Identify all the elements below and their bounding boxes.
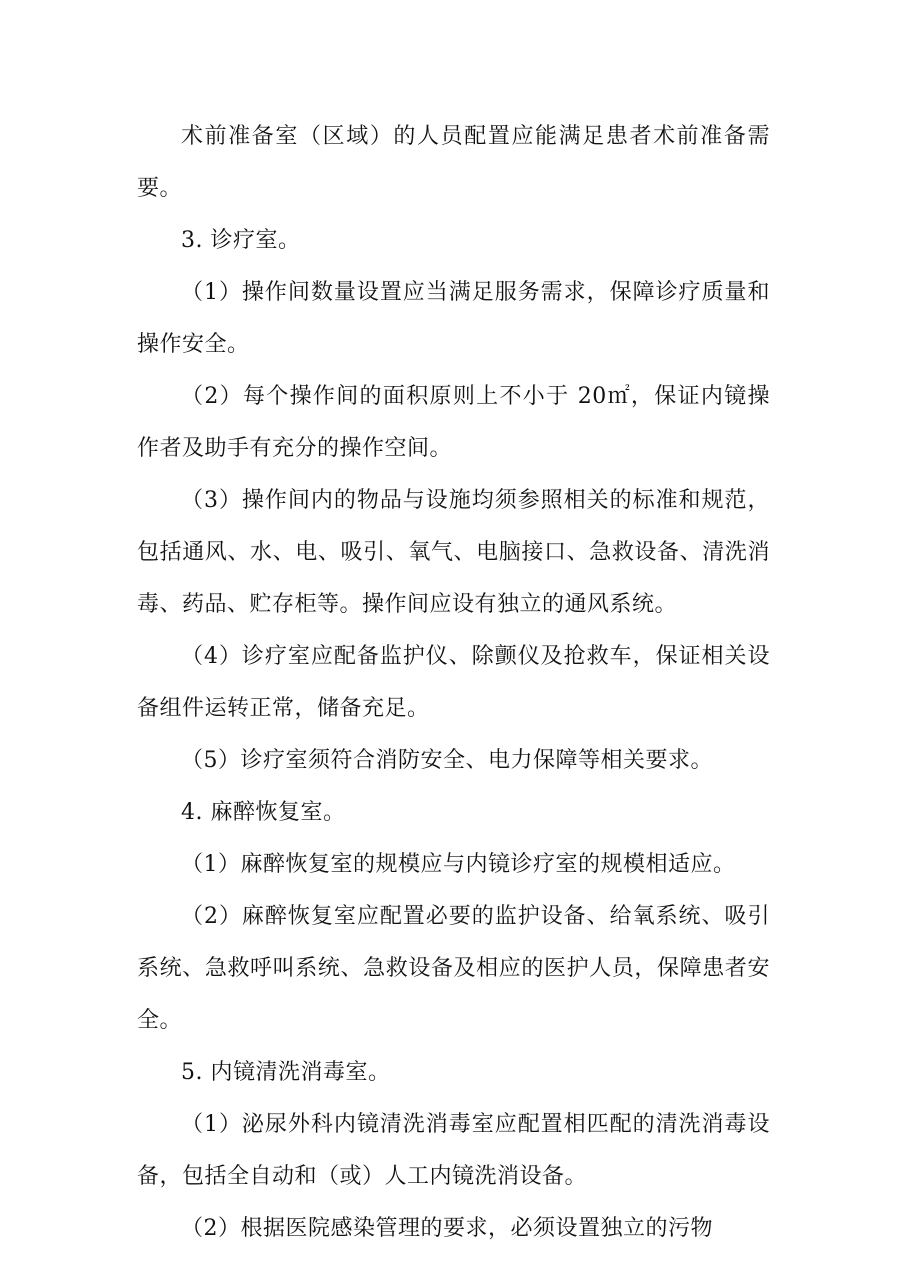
paragraph-treatment-room-facilities: （3）操作间内的物品与设施均须参照相关的标准和规范，包括通风、水、电、吸引、氧气、电脑接口、急救设备、清洗消毒、药品、贮存柜等。操作间应设有独立的通风系统。	[137, 488, 770, 617]
paragraph-treatment-room-area: （2）每个操作间的面积原则上不小于 20㎡，保证内镜操作者及助手有充分的操作空间。	[137, 384, 770, 461]
paragraph-treatment-room-safety: （5）诊疗室须符合消防安全、电力保障等相关要求。	[181, 748, 713, 773]
paragraph-recovery-room-scale: （1）麻醉恢复室的规模应与内镜诊疗室的规模相适应。	[181, 852, 736, 877]
paragraph-recovery-room-equipment: （2）麻醉恢复室应配置必要的监护设备、给氧系统、吸引系统、急救呼叫系统、急救设备及相应的医护人员，保障患者安全。	[137, 904, 770, 1033]
section-heading-treatment-room: 3. 诊疗室。	[181, 228, 301, 253]
paragraph-disinfection-equipment: （1）泌尿外科内镜清洗消毒室应配置相匹配的清洗消毒设备，包括全自动和（或）人工内镜洗消设备。	[137, 1112, 770, 1189]
paragraph-disinfection-infection-control: （2）根据医院感染管理的要求，必须设置独立的污物	[181, 1216, 713, 1241]
paragraph-preop-staffing: 术前准备室（区域）的人员配置应能满足患者术前准备需要。	[137, 124, 770, 201]
section-heading-recovery-room: 4. 麻醉恢复室。	[181, 800, 346, 825]
document-body	[137, 111, 770, 1255]
section-heading-disinfection-room: 5. 内镜清洗消毒室。	[181, 1060, 391, 1085]
paragraph-treatment-room-count: （1）操作间数量设置应当满足服务需求，保障诊疗质量和操作安全。	[137, 280, 770, 357]
paragraph-treatment-room-equipment: （4）诊疗室应配备监护仪、除颤仪及抢救车，保证相关设备组件运转正常，储备充足。	[137, 644, 770, 721]
